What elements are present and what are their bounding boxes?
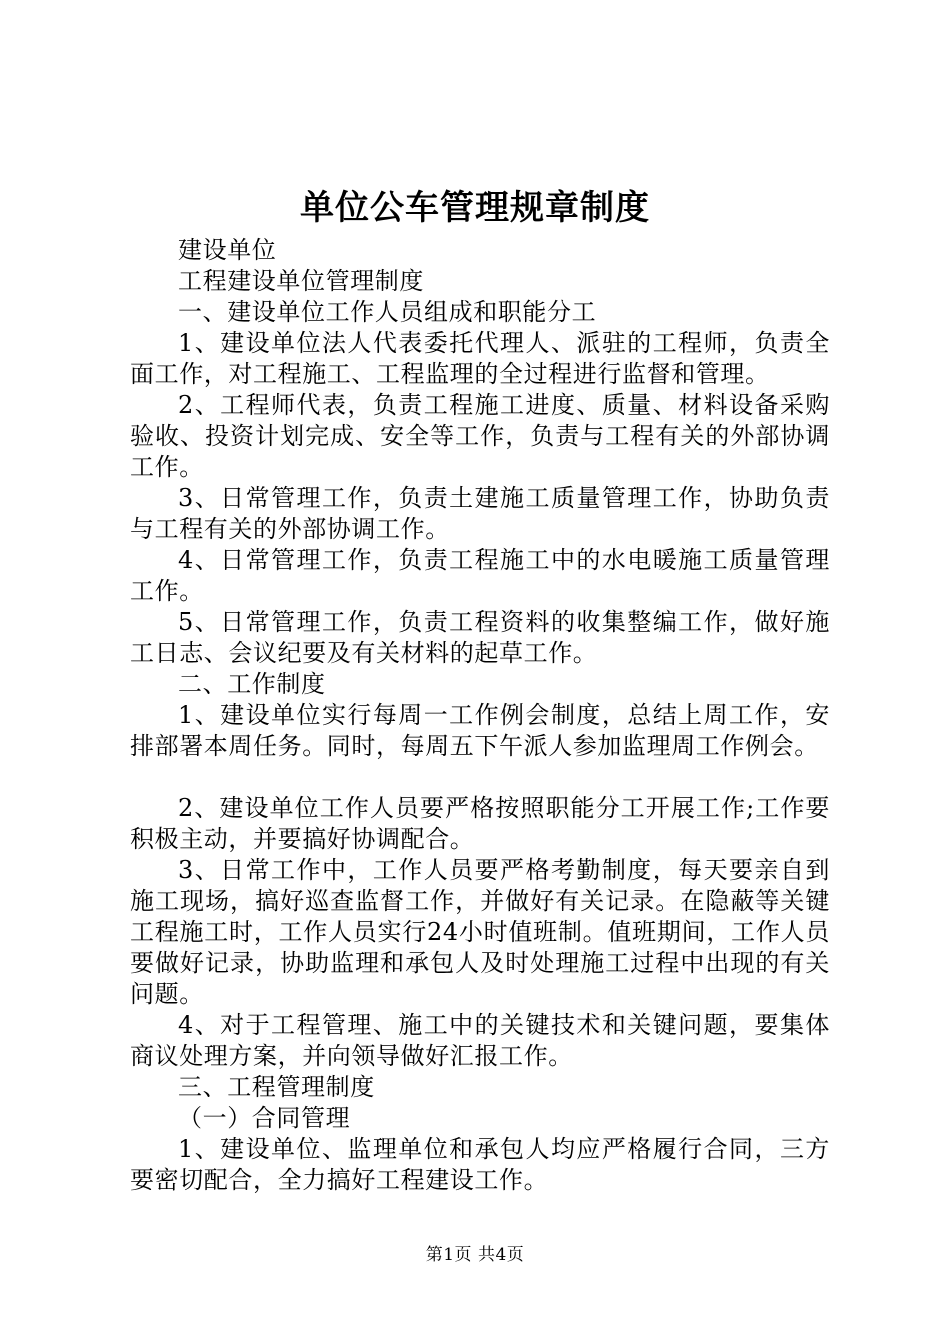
subsection-heading: （一）合同管理: [178, 1104, 351, 1132]
document-title: 单位公车管理规章制度: [300, 188, 650, 228]
paragraph: 3、日常工作中，工作人员要严格考勤制度，每天要亲自到施工现场，搞好巡查监督工作，并做好有关记录。在隐蔽等关键工程施工时，工作人员实行24小时值班制。值班期间，工作人员要做好记录，协助监理和承包人及时处理施工过程中出现的有关问题。: [130, 856, 830, 1008]
paragraph: 2、工程师代表，负责工程施工进度、质量、材料设备采购验收、投资计划完成、安全等工作，负责与工程有关的外部协调工作。: [130, 391, 830, 481]
paragraph: 1、建设单位实行每周一工作例会制度，总结上周工作，安排部署本周任务。同时，每周五下午派人参加监理周工作例会。: [130, 701, 830, 760]
section-heading-1: 一、建设单位工作人员组成和职能分工: [178, 298, 597, 326]
paragraph: 4、日常管理工作，负责工程施工中的水电暖施工质量管理工作。: [130, 546, 830, 605]
paragraph: 4、对于工程管理、施工中的关键技术和关键问题，要集体商议处理方案，并向领导做好汇报工作。: [130, 1011, 830, 1070]
page-number: 第1页 共4页: [425, 1245, 525, 1265]
paragraph: 2、建设单位工作人员要严格按照职能分工开展工作;工作要积极主动，并要搞好协调配合。: [130, 794, 830, 853]
paragraph-subtitle: 工程建设单位管理制度: [178, 267, 424, 295]
section-heading-3: 三、工程管理制度: [178, 1073, 375, 1101]
section-heading-2: 二、工作制度: [178, 670, 326, 698]
paragraph: 1、建设单位法人代表委托代理人、派驻的工程师，负责全面工作，对工程施工、工程监理的全过程进行监督和管理。: [130, 329, 830, 388]
paragraph: 3、日常管理工作，负责土建施工质量管理工作，协助负责与工程有关的外部协调工作。: [130, 484, 830, 543]
paragraph-party: 建设单位: [178, 236, 277, 264]
paragraph: 5、日常管理工作，负责工程资料的收集整编工作，做好施工日志、会议纪要及有关材料的起草工作。: [130, 608, 830, 667]
document-body: [130, 235, 830, 1196]
paragraph: 1、建设单位、监理单位和承包人均应严格履行合同，三方要密切配合，全力搞好工程建设工作。: [130, 1135, 830, 1194]
